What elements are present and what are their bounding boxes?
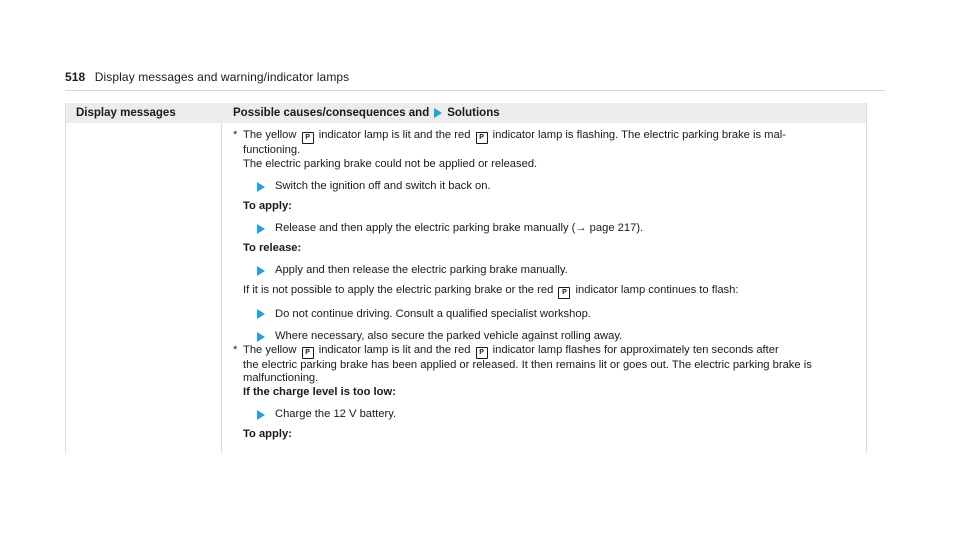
text-line: functioning.: [243, 144, 301, 156]
text-fragment: indicator lamp flashes for approximately ten seconds after: [492, 343, 779, 356]
header-divider: [65, 90, 885, 91]
subheading: If the charge level is too low:: [243, 385, 396, 398]
step-text: Release and then apply the electric parking brake manually (→ page 217).: [275, 222, 644, 234]
step-arrow-icon: [257, 182, 265, 192]
step-text: Apply and then release the electric parking brake manually.: [275, 264, 568, 276]
step-text: Switch the ignition off and switch it back on.: [275, 180, 491, 192]
solution-step: [233, 264, 858, 278]
solution-step: [233, 408, 858, 422]
subheading: To apply:: [243, 199, 292, 212]
text-fragment: indicator lamp continues to flash:: [575, 283, 739, 296]
messages-table: [65, 103, 867, 453]
subheading: To apply:: [243, 427, 292, 440]
step-text: Do not continue driving. Consult a qualified specialist workshop.: [275, 307, 591, 320]
text-fragment: indicator lamp is lit and the red: [318, 129, 471, 141]
page-number: 518: [65, 70, 86, 84]
text-fragment: indicator lamp is lit and the red: [318, 343, 471, 356]
table-cell-content: [233, 129, 858, 441]
cause-paragraph-1: [233, 129, 858, 171]
solution-step: [233, 180, 858, 194]
parking-brake-lamp-icon: P: [302, 132, 314, 144]
parking-brake-lamp-icon: P: [476, 347, 488, 359]
solution-step: [233, 330, 858, 344]
text-fragment: The yellow: [243, 129, 297, 141]
cause-paragraph-2: [233, 284, 858, 299]
column-header-causes-label: Possible causes/consequences and: [233, 107, 430, 119]
step-arrow-icon: [257, 224, 265, 234]
step-arrow-icon: [257, 309, 265, 319]
parking-brake-lamp-icon: P: [558, 287, 570, 299]
subheading: To release:: [243, 241, 302, 254]
text-fragment: If it is not possible to apply the electric parking brake or the red: [243, 283, 554, 296]
cause-paragraph-3: [233, 344, 858, 400]
text-line: malfunctioning.: [243, 372, 319, 384]
text-fragment: The yellow: [243, 343, 297, 356]
step-arrow-icon: [257, 332, 265, 342]
text-fragment: indicator lamp is flashing. The electric parking brake is mal-: [492, 129, 786, 141]
step-text: Charge the 12 V battery.: [275, 408, 397, 420]
text-line: the electric parking brake has been applied or released. It then remains lit or goes out. The electric parking brake is: [243, 358, 812, 371]
parking-brake-lamp-icon: P: [302, 347, 314, 359]
footnote-star: *: [233, 129, 238, 141]
page-header: [65, 70, 349, 84]
column-header-solutions-label: Solutions: [447, 107, 500, 119]
column-divider: [221, 123, 222, 453]
column-header-causes: [233, 107, 500, 119]
parking-brake-lamp-icon: P: [476, 132, 488, 144]
step-text: Where necessary, also secure the parked vehicle against rolling away.: [275, 330, 623, 342]
footnote-star: *: [233, 343, 238, 356]
step-arrow-icon: [257, 410, 265, 420]
page-header-title: Display messages and warning/indicator lamps: [94, 70, 350, 84]
text-line: The electric parking brake could not be applied or released.: [243, 157, 538, 170]
column-header-display-messages: Display messages: [76, 107, 176, 119]
arrow-right-icon: [434, 108, 442, 118]
table-header: [66, 103, 866, 123]
step-arrow-icon: [257, 266, 265, 276]
solution-step: [233, 308, 858, 322]
solution-step: [233, 222, 858, 236]
